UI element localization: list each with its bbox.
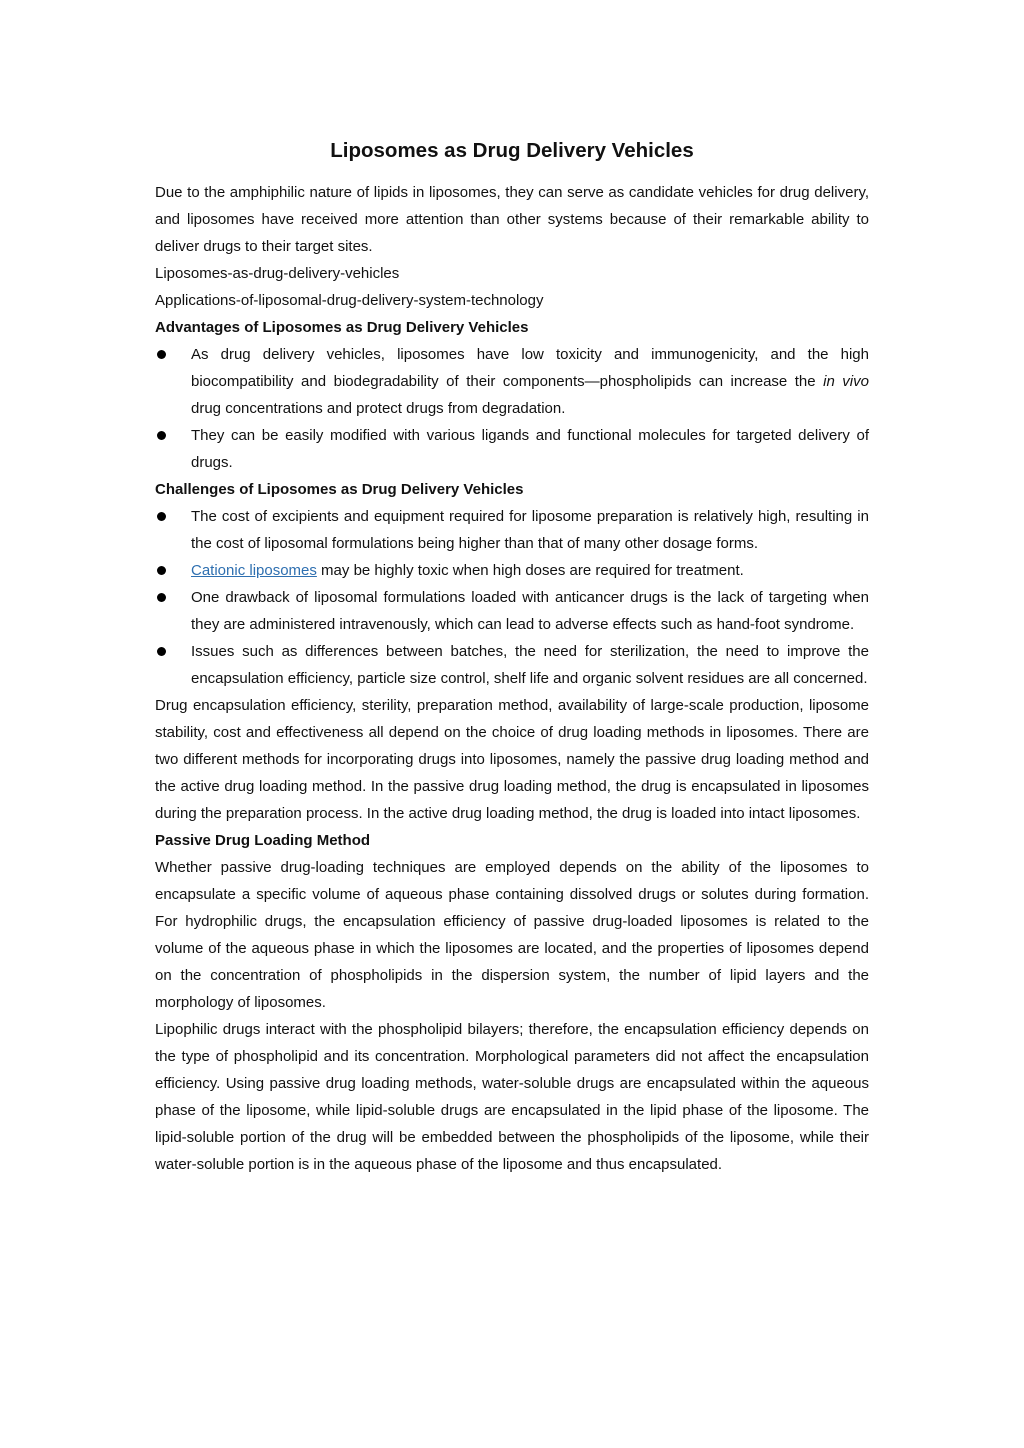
intro-paragraph: Due to the amphiphilic nature of lipids in liposomes, they can serve as candidate vehicles for drug delivery, and liposomes have received more attention than other systems because of their remarkable ability to deliver drugs to their target sites.	[155, 184, 869, 255]
bullet-icon	[157, 647, 166, 656]
page-title: Liposomes as Drug Delivery Vehicles	[330, 139, 694, 162]
list-item	[155, 341, 869, 422]
list-item	[155, 422, 869, 476]
passive-paragraph-2: Lipophilic drugs interact with the phospholipid bilayers; therefore, the encapsulation efficiency depends on the type of phospholipid and its concentration. Morphological parameters did not affect the encapsulation efficiency. Using passive drug loading methods, water-soluble drugs are encapsulated within the aqueous phase of the liposome, while lipid-soluble drugs are encapsulated in the lipid phase of the liposome. The lipid-soluble portion of the drug will be embedded between the phospholipids of the liposome, while their water-soluble portion is in the aqueous phase of the liposome and thus encapsulated.	[155, 1021, 869, 1173]
list-item	[155, 557, 869, 584]
cationic-liposomes-link[interactable]: Cationic liposomes	[191, 562, 317, 579]
advantage-1-text-b: drug concentrations and protect drugs from degradation.	[191, 400, 566, 417]
bullet-icon	[157, 512, 166, 521]
challenge-2-text: may be highly toxic when high doses are required for treatment.	[316, 562, 744, 579]
advantage-1-text-a: As drug delivery vehicles, liposomes have low toxicity and immunogenicity, and the high biocompatibility and biodegradability of their components—phospholipids can increase the	[191, 346, 869, 390]
passive-heading: Passive Drug Loading Method	[155, 832, 371, 849]
advantages-heading: Advantages of Liposomes as Drug Delivery Vehicles	[155, 319, 529, 336]
list-item	[155, 503, 869, 557]
related-link-line-2: Applications-of-liposomal-drug-delivery-system-technology	[155, 292, 544, 309]
challenge-3-text: One drawback of liposomal formulations loaded with anticancer drugs is the lack of targeting when they are administered intravenously, which can lead to adverse effects such as hand-foot syndrome.	[191, 589, 869, 633]
advantage-1-italic: in vivo	[823, 373, 869, 390]
bullet-icon	[157, 566, 166, 575]
challenge-4-text: Issues such as differences between batches, the need for sterilization, the need to improve the encapsulation efficiency, particle size control, shelf life and organic solvent residues are all concerned.	[191, 643, 869, 687]
bullet-icon	[157, 593, 166, 602]
advantage-2-text: They can be easily modified with various ligands and functional molecules for targeted delivery of drugs.	[191, 427, 869, 471]
bullet-icon	[157, 350, 166, 359]
list-item	[155, 584, 869, 638]
related-link-line-1: Liposomes-as-drug-delivery-vehicles	[155, 265, 400, 282]
challenges-heading: Challenges of Liposomes as Drug Delivery Vehicles	[155, 481, 524, 498]
list-item	[155, 638, 869, 692]
advantages-list	[155, 341, 869, 476]
challenge-1-text: The cost of excipients and equipment required for liposome preparation is relatively high, resulting in the cost of liposomal formulations being higher than that of many other dosage forms.	[191, 508, 869, 552]
bullet-icon	[157, 431, 166, 440]
challenges-list	[155, 503, 869, 692]
passive-paragraph-1: Whether passive drug-loading techniques are employed depends on the ability of the liposomes to encapsulate a specific volume of aqueous phase containing dissolved drugs or solutes during formation. For hydrophilic drugs, the encapsulation efficiency of passive drug-loaded liposomes is related to the volume of the aqueous phase in which the liposomes are located, and the properties of liposomes depend on the concentration of phospholipids in the dispersion system, the number of lipid layers and the morphology of liposomes.	[155, 859, 869, 1011]
loading-methods-paragraph: Drug encapsulation efficiency, sterility, preparation method, availability of large-scale production, liposome stability, cost and effectiveness all depend on the choice of drug loading methods in liposomes. There are two different methods for incorporating drugs into liposomes, namely the passive drug loading method and the active drug loading method. In the passive drug loading method, the drug is encapsulated in liposomes during the preparation process. In the active drug loading method, the drug is loaded into intact liposomes.	[155, 697, 869, 822]
